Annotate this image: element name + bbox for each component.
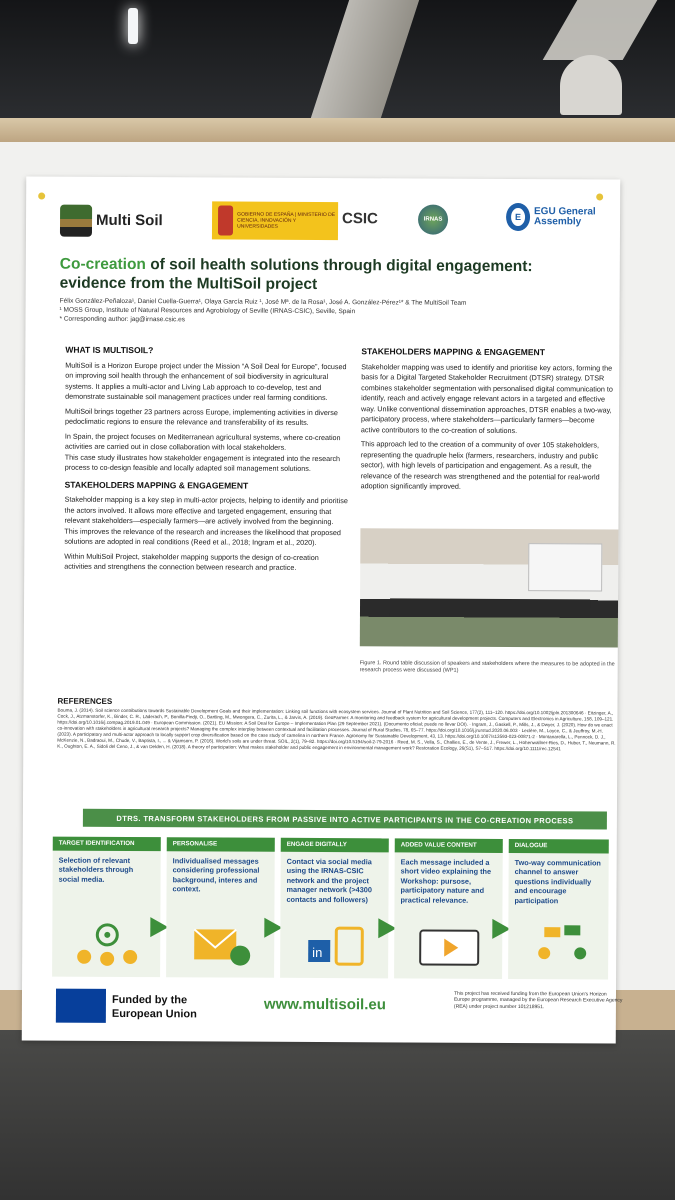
round-table-photo (360, 528, 619, 647)
linkedin-tablet-icon (300, 922, 370, 968)
spain-crest-icon (218, 205, 233, 235)
irnas-logo: IRNAS (418, 205, 448, 235)
left-column (64, 339, 349, 578)
references (57, 696, 617, 753)
csic-logo: CSIC (342, 210, 378, 228)
multisoil-logo: Multi Soil (60, 205, 163, 238)
dtrs-banner: DTRS. TRANSFORM STAKEHOLDERS FROM PASSIVE INTO ACTIVE PARTICIPANTS IN THE CO-CREATION PROCESS (83, 809, 607, 830)
egu-logo: E EGU General Assembly (506, 203, 620, 232)
gobierno-logo: GOBIERNO DE ESPAÑA | MINISTERIO DE CIENCIA, INNOVACIÓN Y UNIVERSIDADES (212, 201, 338, 240)
heading-what-is-multisoil: WHAT IS MULTISOIL? (65, 344, 154, 356)
authors: Félix González-Peñaloza¹, Daniel Cuella-Guerra¹, Olaya García Ruiz ¹, José Mª. de la Rosa¹, José A. González-Pérez¹* & The MultiSoil Team (59, 297, 467, 307)
authors-block (59, 297, 599, 327)
paragraph: In Spain, the project focuses on Mediterranean agricultural systems, where co-creation activities are carried out in close collaboration with local stakeholders. (64, 431, 341, 452)
poster (22, 176, 621, 1043)
affiliation: ¹ MOSS Group, Institute of Natural Resources and Agrobiology of Seville (IRNAS-CSIC), Seville, Spain (59, 306, 356, 316)
ceiling-light (128, 8, 138, 44)
ceiling-beam (543, 0, 658, 60)
dialogue-people-icon (528, 923, 598, 969)
funding-note: This project has received funding from the European Union's Horizon Europe programme, managed by the European Research Executive Agency (REA) under project number 101218951. (453, 990, 623, 1010)
paragraph: Stakeholder mapping is a key step in multi-actor projects, helping to identify and prioritise the actors involved. It allows more effective and targeted engagement, ensuring that relevant stakeholders—especially farmers—are actively involved from the beginning. This improves the relevance of the research and increases the likelihood that proposed solutions are adopted in real conditions (Reed et al., 2018; Ingram et al., 2020). (64, 494, 348, 547)
paragraph: MultiSoil is a Horizon Europe project under the Mission “A Soil Deal for Europe”, focused on improving soil health through the enhancement of soil biodiversity in agricultural systems. It applies a multi-actor and Living Lab approach to co-develop, test and demonstrate sustainable soil management practices under real farming conditions. (65, 360, 347, 403)
panel-table (390, 598, 590, 617)
ceiling-beam (311, 0, 419, 118)
multisoil-icon (60, 205, 92, 237)
ceiling-lamp (560, 55, 622, 115)
paragraph: Stakeholder mapping was used to identify and prioritise key actors, forming the basis for a Digital Targeted Stakeholder Recruitment (DTSR) strategy. DTSR combines stakeholder segmentation with personalised digital communication to identify, reach and actively engage relevant actors in a targeted and effective way. Unlike conventional dissemination approaches, DTSR enables a two-way, participatory process, where stakeholders—particularly farmers—become active contributors to the co-creation of solutions. (360, 361, 613, 435)
step-added-value-content: ADDED VALUE CONTENT Each message included a short video explaining the Workshop: pursose, participatory nature and practical relevance. (394, 838, 503, 979)
svg-text:in: in (312, 944, 323, 961)
step-target-identification: TARGET IDENTIFICATION Selection of relevant stakeholders through social media. (52, 837, 161, 978)
projection-screen (528, 543, 602, 591)
eu-flag-icon (56, 989, 106, 1023)
website-link: www.multisoil.eu (263, 995, 386, 1014)
poster-footer (50, 985, 623, 1032)
references-text: Bouma, J. (2014). Soil science contributions towards Sustainable Development Goals and their implementation: Linking soil functions with ecosystem services. Journal of Plant Nutrition and Soil Science, 177(2), 111–120. https://doi.org/10.1002/jpln.201300646 · Eitzinger, A., Cock, J., Atzmanstorfer, K., Binder, C. R., Läderach, P., Bonilla-Findji, O., Bartling, M., Mwongera, C., Zurita, L., & Jarvis, A. (2019). GeoFarmer: A monitoring and feedback system for agricultural development projects. Computers and Electronics in Agriculture, 158, 109–121. https://doi.org/10.1016/j.compag.2019.01.049 · European Commission. (2021). EU Mission: A Soil Deal for Europe – Implementation Plan (29 September 2021). (Documento oficial; puede no llevar DOI). · Ingram, J., Gaskell, P., Mills, J., & Dwyer, J. (2020). How do we enact co-innovation with stakeholders in agricultural research projects? Managing the complex interplay between contextual and facilitation processes. Journal of Rural Studies, 78, 65–77. https://doi.org/10.1016/j.jrurstud.2020.06.003 · Leclère, M., Loyce, C., & Jeuffroy, M.-H. (2023). A participatory and multi-actor approach to locally support crop diversification based on the case study of camelina in northern France. Agronomy for Sustainable Development, 43, 13. https://doi.org/10.1007/s13593-023-00871-2 · Montanarella, L., Pennock, D. J., McKenzie, N., Badraoui, M., Chude, V., Baptista, I., ... & Vijamsorn, P. (2016). World's soils are under threat. SOIL, 2(1), 79–82. https://doi.org/10.5194/soil-2-79-2016 · Reed, M. S., Vella, S., Challies, E., de Vente, J., Frewer, L., Hohenwallner-Ries, D., Huber, T., Neumann, R. K., Oughton, E. A., Sidoli del Ceno, J., & van Delden, H. (2018). A theory of participation: What makes stakeholder and public engagement in environmental management work? Restoration Ecology, 26(S1), S7–S17. https://doi.org/10.1111/rec.12541 (57, 707, 616, 752)
target-people-icon (72, 921, 142, 967)
heading-stakeholders-mapping-right: STAKEHOLDERS MAPPING & ENGAGEMENT (361, 346, 545, 358)
paragraph: Within MultiSoil Project, stakeholder mapping supports the design of co-creation activities and strengthens the connection between research and practice. (64, 551, 319, 572)
poster-title: Co-creation of soil health solutions through digital engagement: evidence from the MultiSoil project (59, 255, 533, 293)
ceiling (0, 0, 675, 118)
heading-stakeholders-mapping: STAKEHOLDERS MAPPING & ENGAGEMENT (64, 479, 249, 491)
paragraph: This approach led to the creation of a community of over 105 stakeholders, representing the quadruple helix (farmers, researchers, industry and public sector), with high levels of participation and engagement. As a result, the relevance of the research was strengthened and the potential for real-world adoption significantly improved. (360, 439, 600, 491)
envelope-icon (186, 921, 256, 967)
funded-by-eu: Funded by the European Union (111, 993, 197, 1021)
wooden-ledge (0, 118, 675, 142)
corresponding-author: * Corresponding author: jag@irnase.csic.es (59, 315, 186, 324)
figure-caption: Figure 1. Round table discussion of speakers and stakeholders where the measures to be adopted in the research process were discussed (WP1) (359, 660, 615, 674)
step-engage-digitally: ENGAGE DIGITALLY Contact via social media using the IRNAS-CSIC network and the project manager network (>4300 contacts and followers) in (280, 838, 389, 979)
poster-header (26, 176, 620, 249)
step-personalise: PERSONALISE Individualised messages considering professional background, interes and context. (166, 837, 275, 978)
step-dialogue: DIALOGUE Two-way communication channel to answer questions individually and encourage participation (508, 839, 609, 980)
references-heading: REFERENCES (57, 696, 113, 706)
right-column (361, 340, 614, 497)
egu-ring-icon: E (506, 203, 530, 231)
paragraph: This case study illustrates how stakeholder engagement is integrated into the research process to co-design feasible and locally adapted soil management solutions. (64, 452, 341, 473)
floor (0, 1030, 675, 1200)
paragraph: MultiSoil brings together 23 partners across Europe, implementing activities in diverse pedoclimatic regions to ensure the relevance and transferability of its results. (64, 406, 338, 427)
video-play-icon (414, 922, 484, 968)
